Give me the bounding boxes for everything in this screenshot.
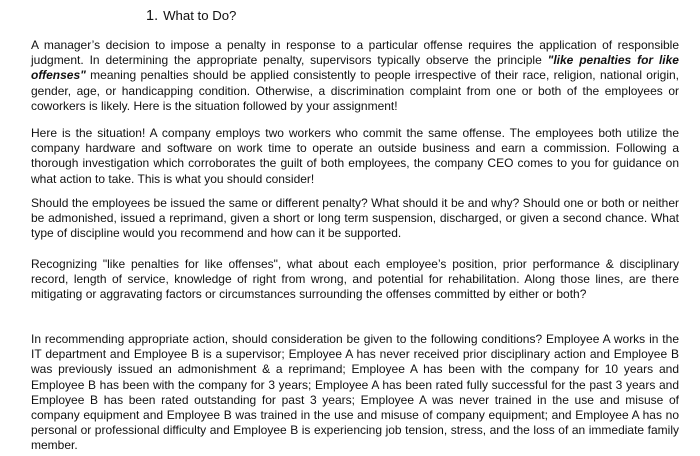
paragraph-situation: Here is the situation! A company employs two workers who commit the same offense. The employees both utilize the company hardware and software on work time to operate an outside business and earn a commission. Following a thorough investigation which corroborates the guilt of both employees, the company CEO comes to you for guidance on what action to take. This is what you should consider! xyxy=(31,126,679,186)
page-title xyxy=(146,8,236,24)
principle-emphasis: "like penalties for like offenses" xyxy=(31,53,679,83)
paragraph-factors: Recognizing "like penalties for like offenses", what about each employee’s position, prior performance & disciplinary record, length of service, knowledge of right from wrong, and potential for rehabilitation. Along those lines, are there mitigating or aggravating factors or circumstances surrounding the offenses committed by either or both? xyxy=(31,257,679,302)
heading-title: What to Do? xyxy=(163,8,237,23)
heading-number: 1. xyxy=(146,8,159,24)
intro-text-before: A manager’s decision to impose a penalty in response to a particular offense requires the application of responsible judgment. In determining the appropriate penalty, supervisors typically observe the principle xyxy=(31,38,679,68)
paragraph-conditions: In recommending appropriate action, should consideration be given to the following conditions? Employee A works in the IT department and Employee B is a supervisor; Employee A has never received prior disciplinary action and Employee B was previously issued an admonishment & a reprimand; Employee A has been with the company for 10 years and Employee B has been with the company for 3 years; Employee A has been rated fully successful for the past 3 years and Employee B has been rated outstanding for past 3 years; Employee A was never trained in the use and misuse of company equipment and Employee B was trained in the use and misuse of company equipment; and Employee A has no personal or professional difficulty and Employee B is experiencing job tension, stress, and the loss of an immediate family member. xyxy=(31,332,679,453)
paragraph-penalty-questions: Should the employees be issued the same or different penalty? What should it be and why? Should one or both or neither be admonished, issued a reprimand, given a short or long term suspension, discharged, or given a second chance. What type of discipline would you recommend and how can it be supported. xyxy=(31,196,679,241)
intro-text-after: meaning penalties should be applied consistently to people irrespective of their race, religion, national origin, gender, age, or handicapping condition. Otherwise, a discrimination complaint from one or both of the employees or coworkers is likely. Here is the situation followed by your assignment! xyxy=(31,68,679,113)
paragraph-intro xyxy=(31,38,679,114)
